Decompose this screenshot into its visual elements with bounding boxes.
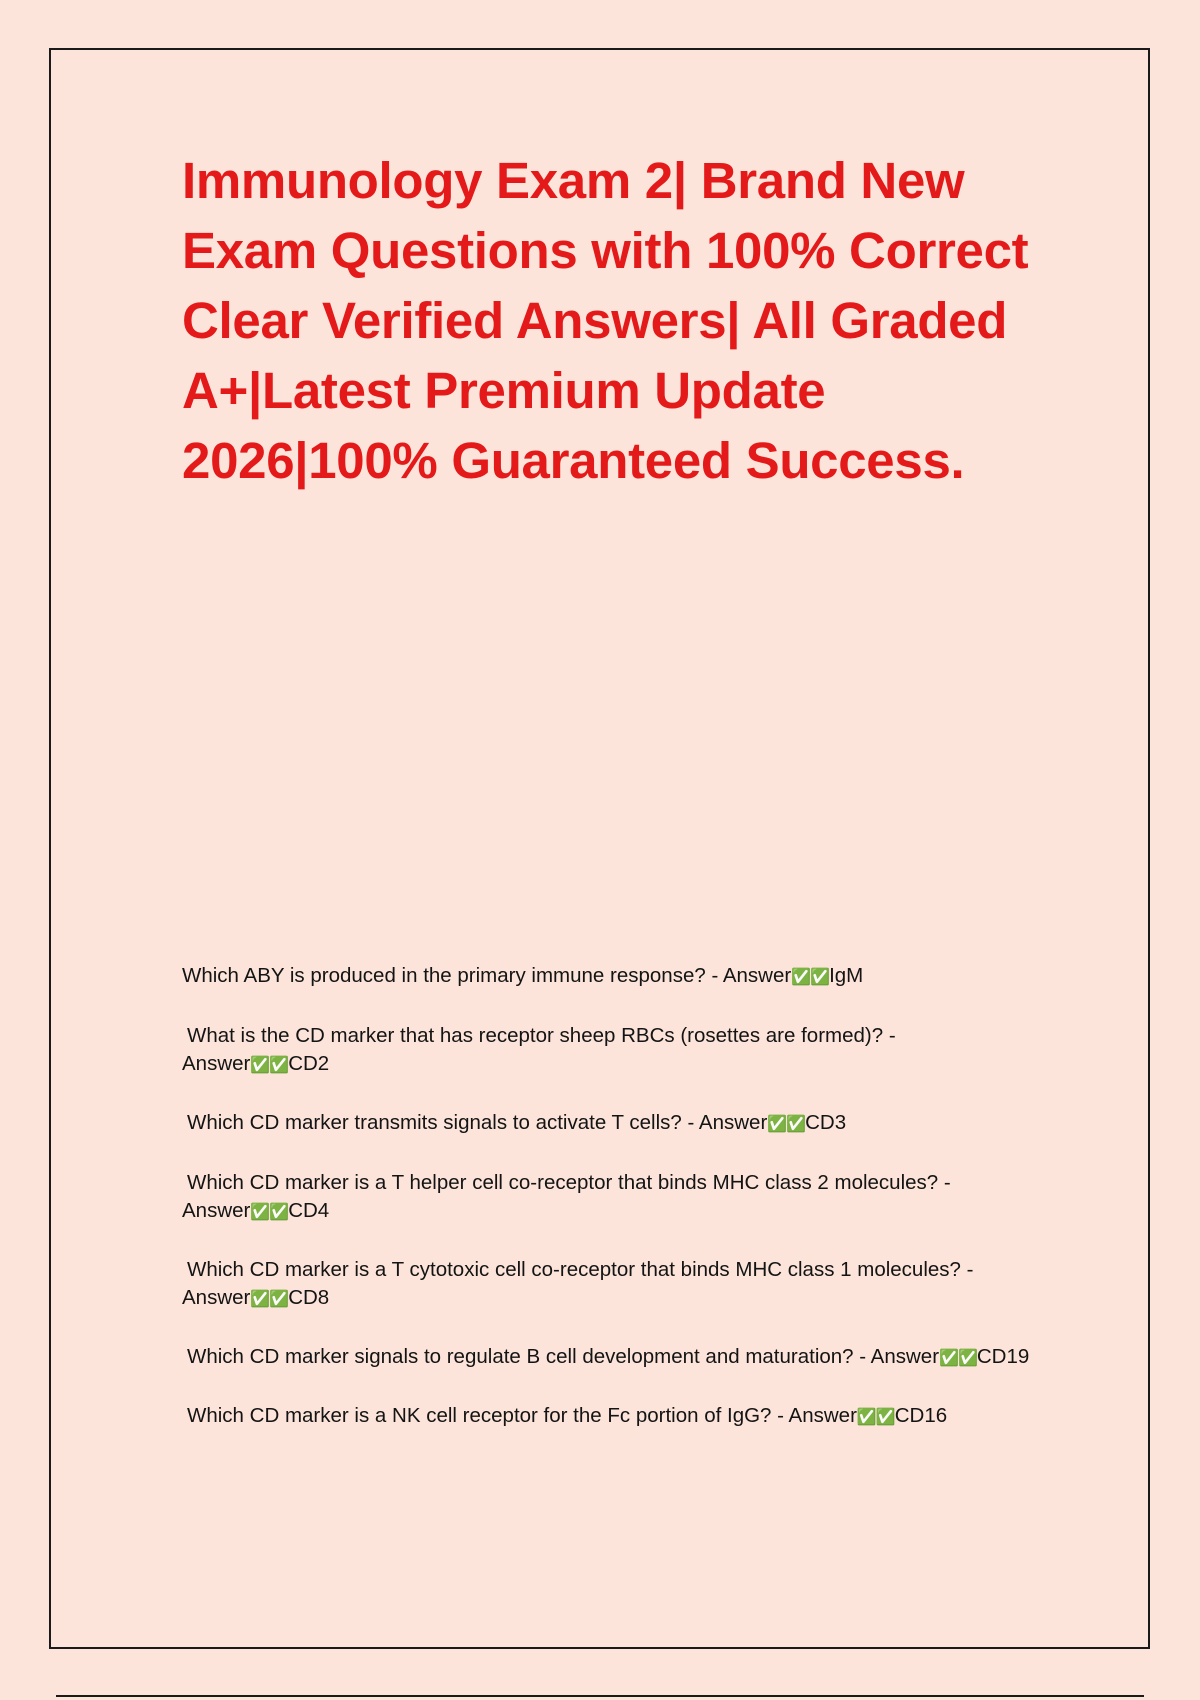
checkmark-icon: ✅✅ bbox=[250, 1055, 289, 1074]
answer-prefix: - Answer bbox=[853, 1345, 940, 1368]
checkmark-icon: ✅✅ bbox=[250, 1289, 289, 1308]
question-text: What is the CD marker that has receptor sheep RBCs (rosettes are formed)? bbox=[187, 1024, 884, 1047]
answer-text: CD8 bbox=[288, 1286, 330, 1309]
checkmark-icon: ✅✅ bbox=[791, 967, 830, 986]
answer-text: IgM bbox=[829, 964, 864, 987]
answer-text: CD2 bbox=[288, 1052, 330, 1075]
answer-prefix: - Answer bbox=[182, 1171, 951, 1222]
checkmark-icon: ✅✅ bbox=[856, 1407, 895, 1426]
qa-item bbox=[182, 1402, 1032, 1431]
qa-item bbox=[182, 962, 1032, 991]
checkmark-icon: ✅✅ bbox=[767, 1114, 806, 1133]
question-text: Which CD marker is a T cytotoxic cell co-receptor that binds MHC class 1 molecules? bbox=[187, 1258, 961, 1281]
qa-item bbox=[182, 1109, 1032, 1138]
question-text: Which ABY is produced in the primary immune response? bbox=[182, 964, 706, 987]
qa-item bbox=[182, 1256, 1032, 1313]
answer-prefix: - Answer bbox=[771, 1404, 857, 1427]
question-text: Which CD marker is a NK cell receptor for the Fc portion of IgG? bbox=[187, 1404, 772, 1427]
question-text: Which CD marker transmits signals to activate T cells? bbox=[187, 1111, 682, 1134]
question-answer-list bbox=[182, 962, 1032, 1431]
question-text: Which CD marker is a T helper cell co-receptor that binds MHC class 2 molecules? bbox=[187, 1171, 939, 1194]
question-text: Which CD marker signals to regulate B cell development and maturation? bbox=[187, 1345, 854, 1368]
checkmark-icon: ✅✅ bbox=[939, 1348, 977, 1367]
answer-prefix: - Answer bbox=[182, 1024, 896, 1075]
answer-prefix: - Answer bbox=[705, 964, 792, 987]
checkmark-icon: ✅✅ bbox=[250, 1202, 289, 1221]
answer-prefix: - Answer bbox=[182, 1258, 974, 1309]
qa-item bbox=[182, 1343, 1032, 1372]
answer-text: CD3 bbox=[805, 1111, 847, 1134]
answer-text: CD4 bbox=[288, 1199, 330, 1222]
document-title: Immunology Exam 2| Brand New Exam Questions with 100% Correct Clear Verified Answers| All Graded A+|Latest Premium Update 2026|100% Guaranteed Success. bbox=[182, 152, 1029, 489]
bottom-divider bbox=[56, 1695, 1144, 1697]
answer-text: CD19 bbox=[976, 1345, 1030, 1368]
qa-item bbox=[182, 1022, 1032, 1079]
answer-prefix: - Answer bbox=[681, 1111, 768, 1134]
qa-item bbox=[182, 1169, 1032, 1226]
answer-text: CD16 bbox=[894, 1404, 948, 1427]
